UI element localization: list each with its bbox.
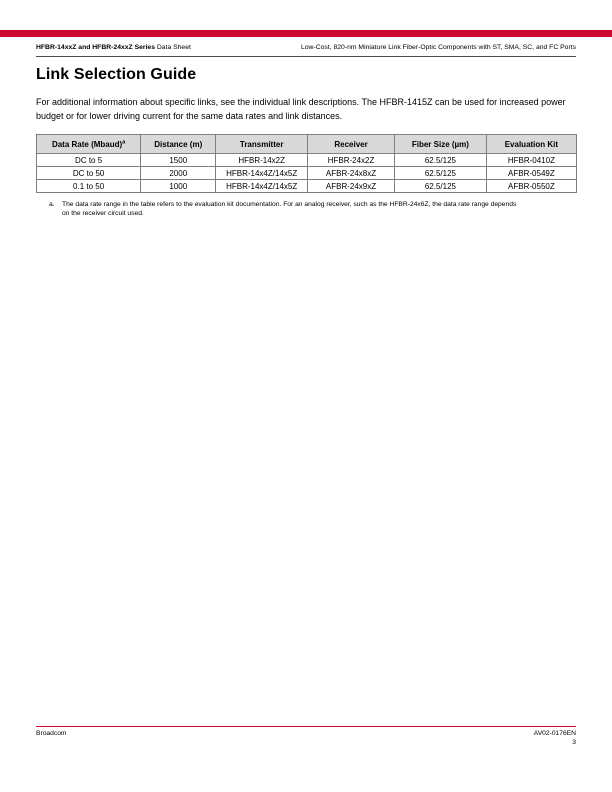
footnote-text: The data rate range in the table refers to the evaluation kit documentation. For an analog receiver, such as the HFBR-24x6Z, the data rate range depends on the receiver circuit used. — [62, 201, 517, 218]
col-header-data-rate-label: Data Rate (Mbaud) — [51, 139, 123, 149]
cell-distance: 1500 — [141, 154, 216, 167]
page-footer — [36, 730, 576, 737]
table-row — [37, 167, 577, 180]
cell-fiber-size: 62.5/125 — [395, 167, 487, 180]
header-subtitle: Low-Cost, 820-nm Miniature Link Fiber-Optic Components with ST, SMA, SC, and FC Ports — [301, 44, 576, 51]
cell-evaluation-kit: AFBR-0549Z — [486, 167, 576, 180]
footer-doc-number: AV02-0176EN — [533, 730, 576, 737]
col-header-data-rate — [37, 135, 141, 154]
cell-transmitter: HFBR-14x4Z/14x5Z — [216, 167, 308, 180]
cell-distance: 2000 — [141, 167, 216, 180]
page-number: 3 — [572, 739, 576, 746]
footer-company: Broadcom — [36, 730, 67, 737]
cell-fiber-size: 62.5/125 — [395, 154, 487, 167]
col-header-receiver: Receiver — [308, 135, 395, 154]
top-red-bar — [0, 30, 612, 37]
header-doc-type: Data Sheet — [154, 44, 191, 51]
table-footnote — [49, 200, 521, 219]
intro-paragraph: For additional information about specific links, see the individual link descriptions. The HFBR-1415Z can be used for increased power budget or for lower driving current for the same data rates and link distances. — [36, 97, 566, 122]
col-header-transmitter: Transmitter — [216, 135, 308, 154]
link-selection-table — [36, 134, 577, 193]
table-header-row — [37, 135, 577, 154]
cell-receiver: AFBR-24x9xZ — [308, 180, 395, 193]
cell-data-rate: DC to 5 — [37, 154, 141, 167]
cell-data-rate: DC to 50 — [37, 167, 141, 180]
header-divider — [36, 56, 576, 57]
col-header-distance: Distance (m) — [141, 135, 216, 154]
table-row — [37, 180, 577, 193]
col-header-fiber-size: Fiber Size (µm) — [395, 135, 487, 154]
cell-receiver: AFBR-24x8xZ — [308, 167, 395, 180]
cell-transmitter: HFBR-14x4Z/14x5Z — [216, 180, 308, 193]
cell-evaluation-kit: AFBR-0550Z — [486, 180, 576, 193]
footnote-marker: a. — [49, 201, 55, 208]
cell-distance: 1000 — [141, 180, 216, 193]
cell-transmitter: HFBR-14x2Z — [216, 154, 308, 167]
cell-fiber-size: 62.5/125 — [395, 180, 487, 193]
footnote-ref: a — [122, 138, 126, 145]
col-header-evaluation-kit: Evaluation Kit — [486, 135, 576, 154]
footer-divider — [36, 726, 576, 727]
page-title: Link Selection Guide — [36, 66, 197, 83]
page-header — [36, 44, 576, 51]
link-selection-table-wrap — [36, 134, 577, 193]
header-series-name: HFBR-14xxZ and HFBR-24xxZ Series — [36, 44, 155, 51]
cell-receiver: HFBR-24x2Z — [308, 154, 395, 167]
cell-data-rate: 0.1 to 50 — [37, 180, 141, 193]
header-left — [36, 44, 191, 51]
table-row — [37, 154, 577, 167]
cell-evaluation-kit: HFBR-0410Z — [486, 154, 576, 167]
